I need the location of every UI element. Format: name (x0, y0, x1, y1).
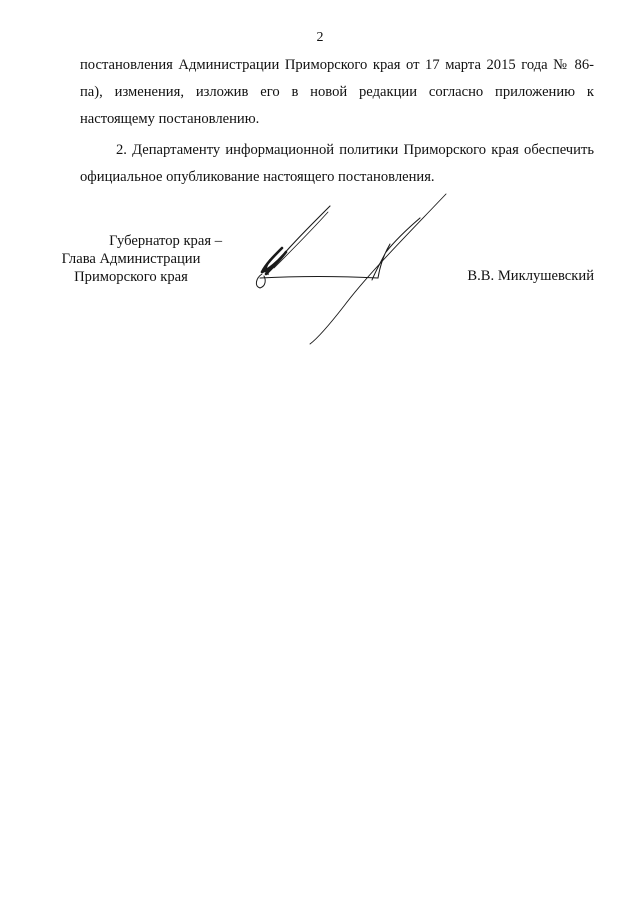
position-line-2: Глава Администрации (61, 251, 201, 267)
page-number: 2 (316, 30, 324, 45)
paragraph-continuation: постановления Администрации Приморского края от 17 марта 2015 года № 86-па), изменения, изложив его в новой редакции согласно приложению к настоящему постановлению. (80, 57, 594, 127)
position-line-3: Приморского края (74, 269, 188, 285)
position-line-1: Губернатор края – (109, 233, 222, 249)
handwritten-signature (248, 190, 458, 345)
signer-name: В.В. Миклушевский (467, 268, 594, 284)
document-body (80, 52, 594, 191)
paragraph-item-2: 2. Департаменту информационной политики Приморского края обеспечить официальное опубликование настоящего постановления. (80, 142, 594, 185)
signer-position (40, 232, 222, 286)
